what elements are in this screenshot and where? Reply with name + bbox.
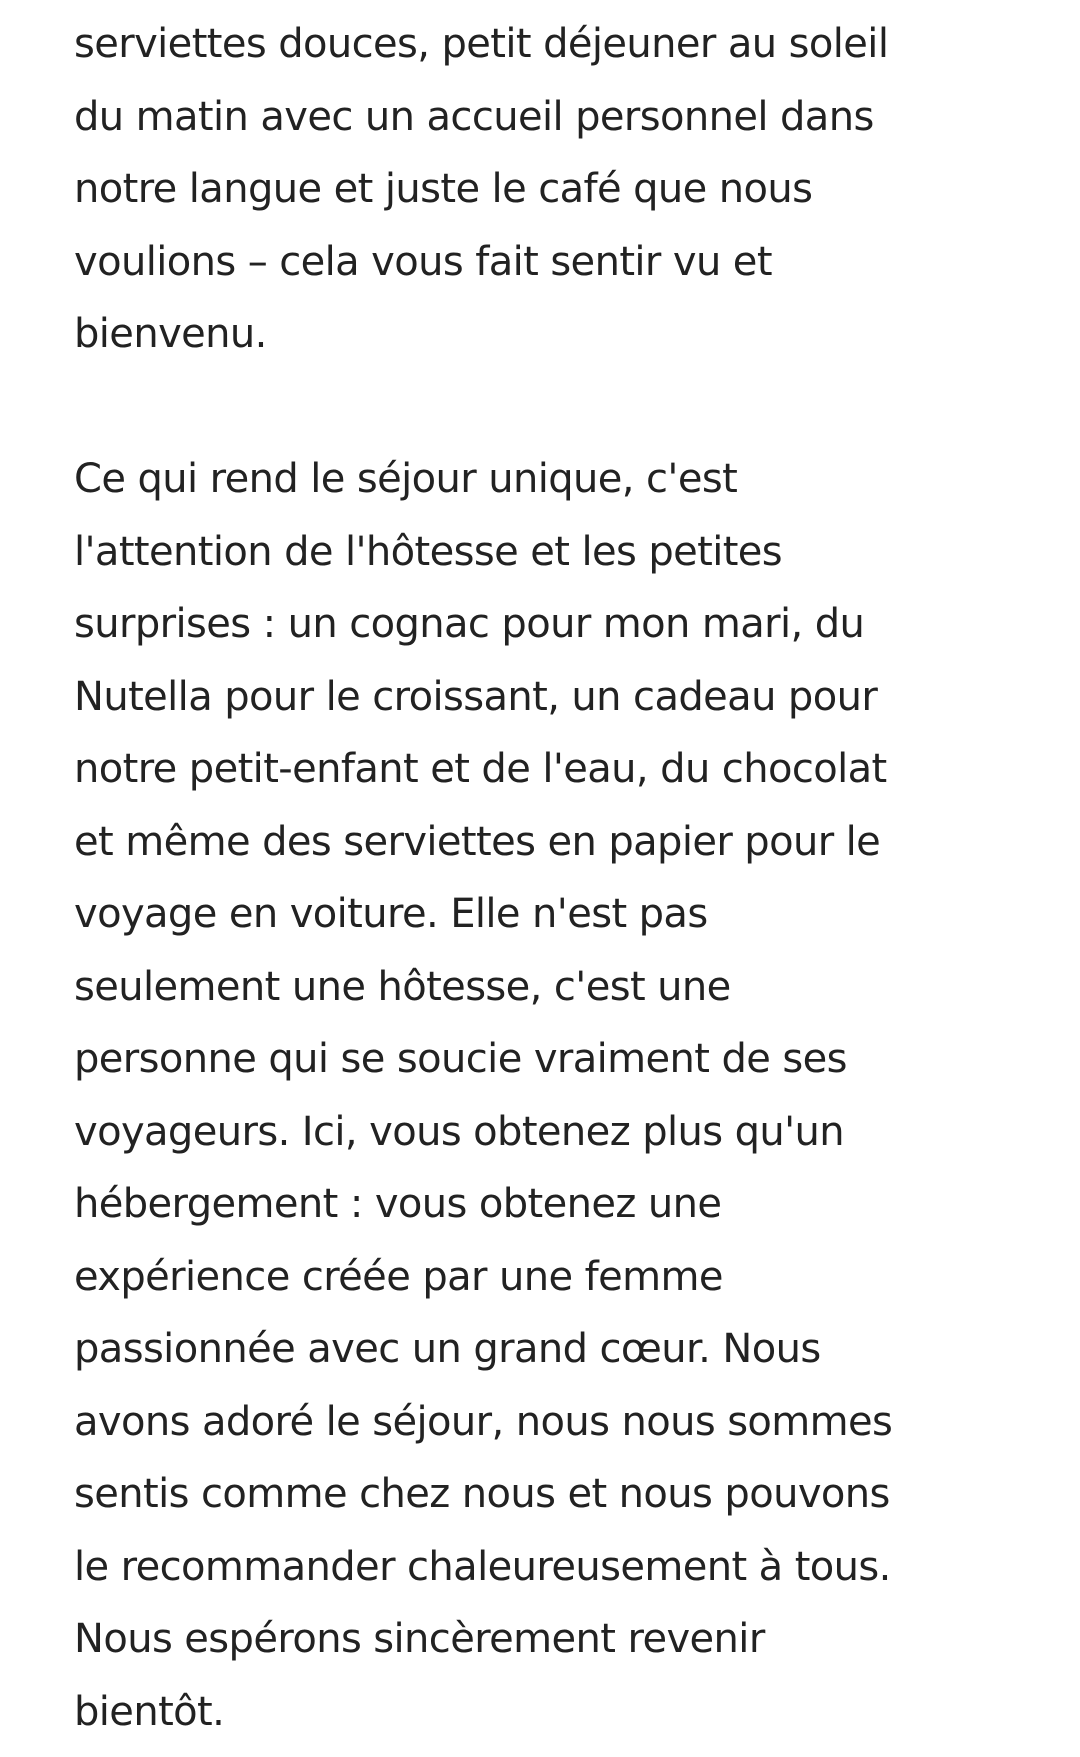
review-paragraph-2 (74, 443, 1014, 1748)
review-line: Nutella pour le croissant, un cadeau pour (74, 673, 878, 720)
review-line: du matin avec un accueil personnel dans (74, 93, 874, 140)
review-line: l'attention de l'hôtesse et les petites (74, 528, 783, 575)
review-line: notre petit-enfant et de l'eau, du chocolat (74, 746, 887, 792)
review-paragraph-1 (74, 8, 1014, 371)
review-line: notre langue et juste le café que nous (74, 166, 813, 212)
review-line: et même des serviettes en papier pour le (74, 818, 881, 865)
review-line: personne qui se soucie vraiment de ses (74, 1036, 847, 1082)
paragraph-gap (74, 371, 1014, 444)
review-line: bienvenu. (74, 311, 267, 357)
review-line: Nous espérons sincèrement revenir (74, 1616, 765, 1662)
review-line: serviettes douces, petit déjeuner au soleil (74, 21, 889, 67)
review-line: hébergement : vous obtenez une (74, 1181, 722, 1227)
review-line: seulement une hôtesse, c'est une (74, 963, 731, 1010)
review-line: le recommander chaleureusement à tous. (74, 1543, 891, 1590)
review-line: passionnée avec un grand cœur. Nous (74, 1326, 821, 1372)
review-text (74, 8, 1014, 1748)
review-line: sentis comme chez nous et nous pouvons (74, 1471, 890, 1517)
review-line: voulions – cela vous fait sentir vu et (74, 238, 772, 285)
review-line: bientôt. (74, 1688, 225, 1735)
review-line: voyageurs. Ici, vous obtenez plus qu'un (74, 1108, 845, 1155)
review-line: expérience créée par une femme (74, 1253, 723, 1300)
review-line: avons adoré le séjour, nous nous sommes (74, 1398, 893, 1445)
review-line: voyage en voiture. Elle n'est pas (74, 891, 708, 937)
review-line: Ce qui rend le séjour unique, c'est (74, 456, 738, 502)
review-line: surprises : un cognac pour mon mari, du (74, 601, 865, 647)
